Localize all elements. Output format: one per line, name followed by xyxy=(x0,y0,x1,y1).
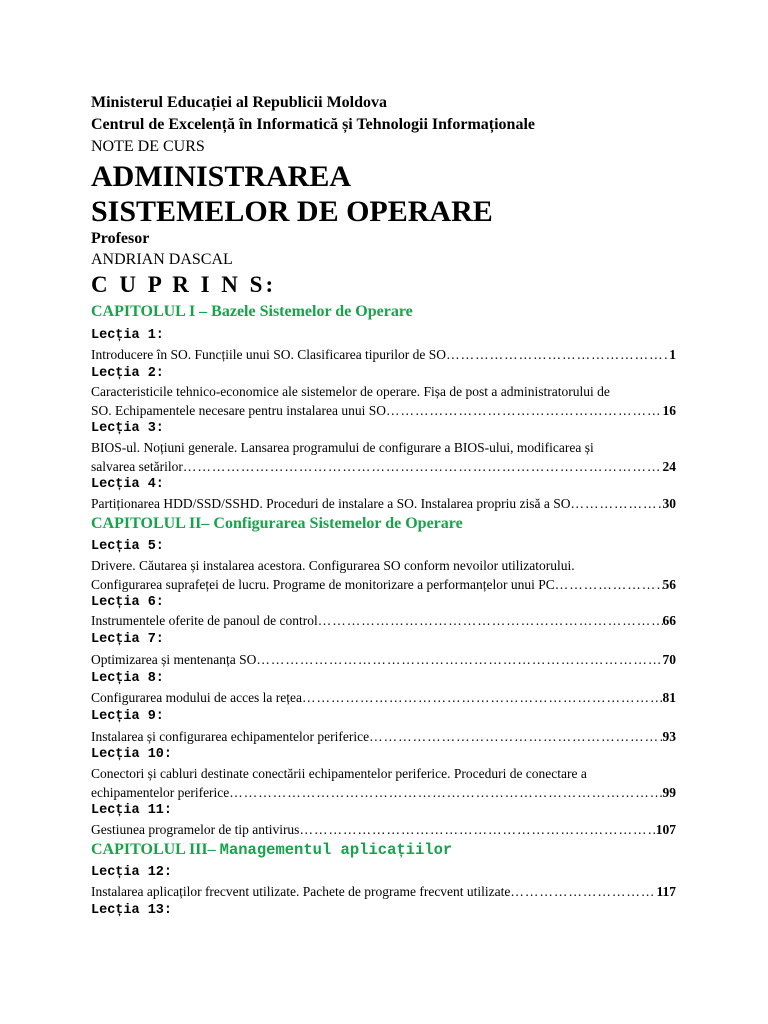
lesson-5-entry xyxy=(91,556,676,594)
lesson-4-title: Partiționarea HDD/SSD/SSHD. Proceduri de instalare a SO. Instalarea propriu zisă a SO xyxy=(91,496,571,511)
lesson-11-label: Lecția 11: xyxy=(91,803,173,818)
lesson-2-entry xyxy=(91,382,676,420)
chapter-1-heading: CAPITOLUL I – Bazele Sistemelor de Operare xyxy=(91,303,413,320)
lesson-10-title-line-2: echipamentelor periferice xyxy=(91,785,230,800)
toc-row xyxy=(91,688,676,707)
toc-row xyxy=(91,882,676,901)
lesson-3-title-line-2: salvarea setărilor xyxy=(91,459,183,474)
lesson-9-title: Instalarea și configurarea echipamentelor periferice xyxy=(91,729,370,744)
professor-label: Profesor xyxy=(91,230,150,247)
lesson-12-label: Lecția 12: xyxy=(91,865,173,880)
lesson-5-page: 56 xyxy=(662,577,676,592)
lesson-12-entry xyxy=(91,882,676,901)
lesson-3-title-line-1: BIOS-ul. Noțiuni generale. Lansarea programului de configurare a BIOS-ului, modificarea și xyxy=(91,440,594,455)
lesson-10-title-line-1: Conectori și cabluri destinate conectării echipamentelor periferice. Proceduri de conectare a xyxy=(91,766,587,781)
chapter-3-heading xyxy=(91,841,452,859)
dot-leader xyxy=(386,401,662,420)
lesson-4-label: Lecția 4: xyxy=(91,477,164,492)
lesson-6-title: Instrumentele oferite de panoul de control xyxy=(91,613,318,628)
lesson-7-title: Optimizarea și mentenanța SO xyxy=(91,652,257,667)
toc-row xyxy=(91,727,676,746)
lesson-9-label: Lecția 9: xyxy=(91,709,164,724)
lesson-12-page: 117 xyxy=(656,884,676,899)
dot-leader xyxy=(446,345,669,364)
dot-leader xyxy=(369,727,662,746)
toc-row xyxy=(91,457,676,476)
toc-row xyxy=(91,401,676,420)
lesson-3-entry xyxy=(91,438,676,476)
lesson-11-entry xyxy=(91,820,676,839)
lesson-7-label: Lecția 7: xyxy=(91,632,164,647)
lesson-3-label: Lecția 3: xyxy=(91,421,164,436)
dot-leader xyxy=(555,575,663,594)
center-line: Centrul de Excelență în Informatică și Tehnologii Informaționale xyxy=(91,116,535,133)
lesson-2-title-line-2: SO. Echipamentele necesare pentru instalarea unui SO xyxy=(91,403,387,418)
lesson-1-title: Introducere în SO. Funcțiile unui SO. Clasificarea tipurilor de SO xyxy=(91,347,447,362)
chapter-3-prefix: CAPITOLUL III– xyxy=(91,841,220,858)
course-notes-label: NOTE DE CURS xyxy=(91,138,205,155)
lesson-6-label: Lecția 6: xyxy=(91,595,164,610)
toc-row xyxy=(91,575,676,594)
lesson-6-entry xyxy=(91,611,676,630)
lesson-7-page: 70 xyxy=(662,652,676,667)
lesson-9-page: 93 xyxy=(662,729,676,744)
lesson-4-page: 30 xyxy=(662,496,676,511)
lesson-3-page: 24 xyxy=(662,459,676,474)
toc-row xyxy=(91,611,676,630)
lesson-8-entry xyxy=(91,688,676,707)
lesson-10-label: Lecția 10: xyxy=(91,747,173,762)
course-title-line-2: SISTEMELOR DE OPERARE xyxy=(91,195,493,228)
lesson-1-label: Lecția 1: xyxy=(91,328,164,343)
professor-name: ANDRIAN DASCAL xyxy=(91,251,233,268)
dot-leader xyxy=(183,457,663,476)
toc-row xyxy=(91,820,676,839)
lesson-4-entry xyxy=(91,494,676,513)
toc-row xyxy=(91,650,676,669)
lesson-2-page: 16 xyxy=(662,403,676,418)
lesson-6-page: 66 xyxy=(662,613,676,628)
dot-leader xyxy=(318,611,663,630)
toc-row xyxy=(91,783,676,802)
dot-leader xyxy=(256,650,662,669)
ministry-line: Ministerul Educației al Republicii Moldova xyxy=(91,94,388,111)
lesson-2-label: Lecția 2: xyxy=(91,366,164,381)
dot-leader xyxy=(299,820,655,839)
dot-leader xyxy=(229,783,662,802)
dot-leader xyxy=(302,688,662,707)
lesson-12-title: Instalarea aplicaților frecvent utilizate. Pachete de programe frecvent utilizate xyxy=(91,884,511,899)
lesson-10-entry xyxy=(91,764,676,802)
dot-leader xyxy=(510,882,656,901)
toc-row xyxy=(91,345,676,364)
lesson-9-entry xyxy=(91,727,676,746)
lesson-8-page: 81 xyxy=(662,690,676,705)
document-header xyxy=(91,92,691,299)
lesson-1-page: 1 xyxy=(669,347,676,362)
lesson-7-entry xyxy=(91,650,676,669)
lesson-13-label: Lecția 13: xyxy=(91,903,173,918)
lesson-8-title: Configurarea modului de acces la rețea xyxy=(91,690,303,705)
lesson-8-label: Lecția 8: xyxy=(91,671,164,686)
lesson-11-title: Gestiunea programelor de tip antivirus xyxy=(91,822,300,837)
toc-row xyxy=(91,494,676,513)
lesson-2-title-line-1: Caracteristicile tehnico-economice ale sistemelor de operare. Fișa de post a administratorului de xyxy=(91,384,610,399)
dot-leader xyxy=(571,494,663,513)
lesson-11-page: 107 xyxy=(655,822,676,837)
lesson-1-entry xyxy=(91,345,676,364)
lesson-5-title-line-1: Drivere. Căutarea și instalarea acestora. Configurarea SO conform nevoilor utilizatorului. xyxy=(91,558,575,573)
lesson-5-title-line-2: Configurarea suprafeței de lucru. Programe de monitorizare a performanțelor unui PC xyxy=(91,577,555,592)
course-title-line-1: ADMINISTRAREA xyxy=(91,160,352,193)
lesson-10-page: 99 xyxy=(662,785,676,800)
chapter-3-title: Managementul aplicațiilor xyxy=(219,841,453,859)
contents-heading: C U P R I N S: xyxy=(91,272,277,297)
chapter-2-heading: CAPITOLUL II– Configurarea Sistemelor de Operare xyxy=(91,515,463,532)
lesson-5-label: Lecția 5: xyxy=(91,539,164,554)
